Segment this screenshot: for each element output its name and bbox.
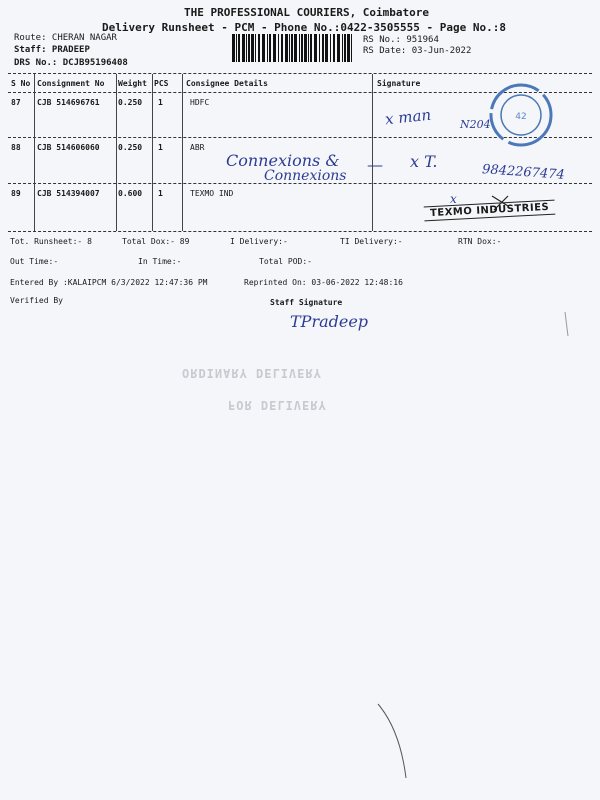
row2-signature: x T. [410,152,438,171]
col-header-sno: S No [11,79,31,88]
col-header-consignment: Consignment No [37,79,105,88]
table-row-consignment: CJB 514606060 [37,143,100,152]
ti-delivery: TI Delivery:- [340,237,403,246]
row2-handwritten-company: Connexions & [226,151,340,170]
col-header-weight: Weight [118,79,147,88]
document-title: THE PROFESSIONAL COURIERS, Coimbatore [184,6,430,19]
table-row-pcs: 1 [158,189,163,198]
col-header-signature: Signature [377,79,421,88]
table-row-consignee: HDFC [190,98,210,107]
row2-handwritten-dash: — [367,155,383,174]
col-header-consignee: Consignee Details [186,79,268,88]
faded-bleed-text: FOR DELIVERY [228,398,327,412]
rs-date: RS Date: 03-Jun-2022 [363,46,472,56]
table-row-consignment: CJB 514394007 [37,189,100,198]
staff-label: Staff: PRADEEP [14,45,90,55]
company-stamp: TEXMO INDUSTRIES [424,200,556,222]
total-runsheet: Tot. Runsheet:- 8 [10,237,92,246]
verified-by: Verified By [10,296,63,305]
reprinted-on: Reprinted On: 03-06-2022 12:48:16 [244,278,403,287]
col-header-pcs: PCS [154,79,169,88]
staff-signature: TPradeep [290,312,369,331]
faded-bleed-text: ORDINARY DELIVERY [182,366,322,380]
total-dox: Total Dox:- 89 [122,237,190,246]
route-label: Route: CHERAN NAGAR [14,33,117,43]
barcode [232,34,354,62]
svg-text:42: 42 [515,112,527,122]
rs-number: RS No.: 951964 [363,35,439,45]
row2-handwritten-company-2: Connexions [264,168,347,184]
table-row-consignment: CJB 514696761 [37,98,100,107]
row1-handwritten-number: N204 [460,118,491,131]
table-row-sno: 87 [11,98,21,107]
table-row-pcs: 1 [158,143,163,152]
out-time: Out Time:- [10,257,59,266]
total-pod: Total POD:- [259,257,312,266]
table-row-sno: 89 [11,189,21,198]
row2-handwritten-phone: 9842267474 [481,162,566,183]
table-row-sno: 88 [11,143,21,152]
i-delivery: I Delivery:- [230,237,288,246]
table-row-weight: 0.250 [118,98,143,107]
table-row-pcs: 1 [158,98,163,107]
table-row-consignee: TEXMO IND [190,189,234,198]
table-row-weight: 0.600 [118,189,143,198]
staff-signature-label: Staff Signature [270,298,343,307]
rtn-dox: RTN Dox:- [458,237,502,246]
round-stamp-icon [488,82,554,148]
table-row-weight: 0.250 [118,143,143,152]
document-subtitle: Delivery Runsheet - PCM - Phone No.:0422-3505555 - Page No.:8 [102,21,506,34]
row3-handwritten-x: x [450,192,457,206]
drs-number: DRS No.: DCJB95196408 [14,58,128,68]
entered-by: Entered By :KALAIPCM 6/3/2022 12:47:36 PM [10,278,208,287]
row1-signature: x man [384,105,432,129]
table-row-consignee: ABR [190,143,205,152]
in-time: In Time:- [138,257,182,266]
